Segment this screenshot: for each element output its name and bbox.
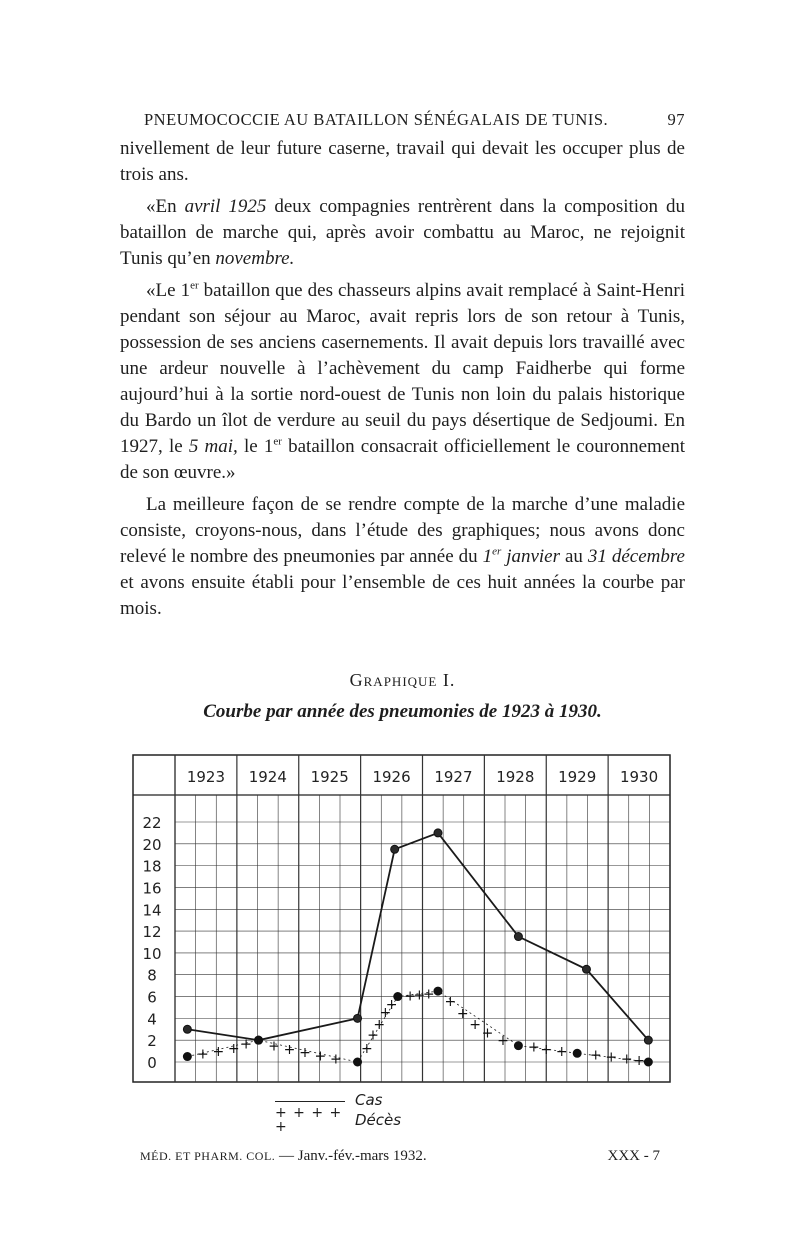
deaths-point-0: [183, 1053, 191, 1061]
deaths-plus-mark-14: +: [404, 988, 416, 1005]
deaths-plus-mark-18: +: [456, 1005, 469, 1022]
p2-date: avril 1925: [184, 196, 267, 217]
running-head-title: PNEUMOCOCCIE AU BATAILLON SÉNÉGALAIS DE TUNIS.: [144, 110, 609, 129]
y-tick-label-10: 10: [142, 944, 162, 963]
y-tick-label-0: 0: [147, 1054, 157, 1072]
paragraph-2: [120, 194, 685, 272]
deaths-point-1: [255, 1036, 263, 1044]
deaths-plus-mark-12: +: [379, 1004, 392, 1021]
footer-source: MÉD. ET PHARM. COL.: [140, 1149, 276, 1163]
y-tick-label-2: 2: [147, 1032, 157, 1051]
deaths-plus-mark-22: +: [528, 1039, 540, 1056]
figure-caption: Courbe par année des pneumonies de 1923 à 1930.: [203, 701, 602, 722]
deaths-plus-mark-1: +: [212, 1044, 225, 1061]
year-label-1928: 1928: [496, 768, 535, 786]
year-label-1924: 1924: [248, 768, 287, 786]
cases-point-4: [434, 829, 442, 837]
year-label-1930: 1930: [619, 768, 659, 786]
cases-point-2: [354, 1014, 362, 1022]
cases-point-3: [391, 845, 399, 853]
legend-plus-swatch: + + + + +: [275, 1105, 343, 1135]
deaths-plus-mark-13: +: [385, 997, 398, 1014]
page-number: 97: [667, 110, 685, 129]
p4-a: La meilleure façon de se rendre compte de la marche d’une maladie consiste, croyons-nous, dans l’étude des graphiques; nous avons donc relevé le nombre des pneumonies par année du: [120, 494, 685, 567]
legend-cases-label: Cas: [355, 1091, 383, 1109]
deaths-point-4: [434, 987, 442, 995]
y-tick-label-6: 6: [147, 988, 157, 1007]
deaths-plus-mark-3: +: [240, 1036, 253, 1053]
deaths-plus-mark-25: +: [589, 1047, 602, 1064]
cases-point-7: [644, 1036, 652, 1044]
deaths-point-7: [644, 1058, 652, 1066]
deaths-plus-mark-21: +: [497, 1033, 509, 1050]
p4-c: et avons ensuite établi pour l’ensemble de ces huit années la courbe par mois.: [120, 572, 685, 619]
p3-c: le 1: [237, 436, 274, 457]
deaths-plus-mark-6: +: [299, 1045, 311, 1062]
deaths-plus-mark-24: +: [555, 1044, 568, 1061]
p4-date1: 1: [482, 546, 493, 567]
deaths-plus-mark-20: +: [481, 1025, 494, 1042]
y-tick-label-16: 16: [142, 879, 162, 898]
p3-date: 5 mai,: [188, 436, 238, 457]
p2-month: novembre.: [215, 248, 295, 269]
deaths-point-6: [573, 1049, 581, 1057]
year-label-1927: 1927: [434, 768, 473, 786]
deaths-plus-mark-23: +: [540, 1041, 553, 1058]
deaths-plus-mark-4: +: [268, 1038, 280, 1055]
y-tick-label-22: 22: [142, 814, 162, 832]
year-label-1926: 1926: [372, 768, 411, 786]
p3-b: bataillon que des chasseurs alpins avait remplacé à Saint-Henri pendant son séjour au Maroc, avait repris lors de son retour à Tunis, possession de ses anciens casernements. Il avait depuis lors travaillé avec une ardeur nouvelle à l’achèvement du camp Faidherbe qui forme aujourd’hui à la sortie nord-ouest de Tunis non loin du palais historique du Bardo un îlot de verdure au seuil du pays désertique de Sedjoumi. En 1927, le: [120, 280, 685, 457]
deaths-plus-mark-19: +: [469, 1016, 481, 1033]
cases-point-6: [582, 965, 590, 973]
paragraph-4: [120, 492, 685, 622]
deaths-plus-mark-5: +: [283, 1041, 296, 1058]
cases-point-0: [183, 1025, 191, 1033]
paragraph-1: [120, 136, 685, 188]
p3-sup2: er: [273, 435, 282, 448]
year-label-1925: 1925: [310, 768, 349, 786]
deaths-plus-mark-10: +: [367, 1027, 379, 1044]
footer-dash: —: [279, 1148, 295, 1164]
p4-sup: er: [492, 545, 502, 558]
deaths-plus-mark-2: +: [227, 1040, 240, 1057]
y-tick-label-20: 20: [142, 835, 162, 854]
p4-date2: 31 décembre: [587, 546, 685, 567]
deaths-plus-mark-26: +: [605, 1049, 618, 1066]
y-tick-label-8: 8: [147, 966, 157, 985]
deaths-plus-mark-27: +: [620, 1051, 633, 1068]
deaths-plus-mark-16: +: [422, 986, 435, 1003]
p4-b: au: [560, 546, 588, 567]
series-line-cases: [187, 833, 648, 1040]
pneumonia-chart: [130, 752, 675, 1087]
chart-legend: [275, 1090, 475, 1135]
deaths-plus-mark-15: +: [413, 987, 426, 1004]
footer-journal: [140, 1148, 427, 1165]
deaths-plus-mark-17: +: [444, 993, 457, 1010]
deaths-point-5: [514, 1042, 522, 1050]
cases-point-5: [514, 933, 522, 941]
deaths-plus-mark-9: +: [360, 1040, 373, 1057]
page-text: [120, 110, 685, 723]
p4-date1b: janvier: [501, 546, 561, 567]
year-label-1929: 1929: [558, 768, 597, 786]
legend-deaths: [275, 1105, 475, 1135]
deaths-plus-mark-28: +: [633, 1052, 645, 1069]
deaths-point-2: [354, 1058, 362, 1066]
p2-open: «En: [146, 196, 185, 217]
figure-label: Graphique I.: [349, 670, 456, 690]
deaths-plus-mark-8: +: [330, 1051, 342, 1068]
deaths-plus-mark-0: +: [196, 1046, 209, 1063]
y-tick-label-4: 4: [147, 1010, 157, 1029]
year-label-1923: 1923: [186, 768, 226, 786]
deaths-plus-mark-7: +: [314, 1048, 327, 1065]
p3-a: «Le 1: [146, 280, 191, 301]
y-tick-label-12: 12: [142, 923, 162, 942]
p3-sup1: er: [190, 279, 199, 292]
p1-text: nivellement de leur future caserne, travail qui devait les occuper plus de trois ans.: [120, 138, 685, 185]
deaths-plus-mark-11: +: [373, 1016, 386, 1033]
p2-mid: deux compagnies rentrèrent dans la composition du bataillon de marche qui, après avoir combattu au Maroc, ne rejoignit Tunis qu’en: [120, 196, 685, 269]
y-tick-label-14: 14: [142, 901, 162, 920]
legend-deaths-label: Décès: [355, 1111, 402, 1129]
page-footer: [140, 1148, 660, 1165]
footer-date: Janv.-fév.-mars 1932.: [297, 1148, 427, 1164]
p3-d: bataillon consacrait officiellement le couronnement de son œuvre.»: [120, 436, 685, 483]
footer-signature: XXX - 7: [607, 1148, 660, 1164]
y-tick-label-18: 18: [142, 857, 162, 876]
running-head: [144, 110, 685, 130]
paragraph-3: [120, 278, 685, 486]
legend-solid-line-swatch: [275, 1099, 345, 1102]
